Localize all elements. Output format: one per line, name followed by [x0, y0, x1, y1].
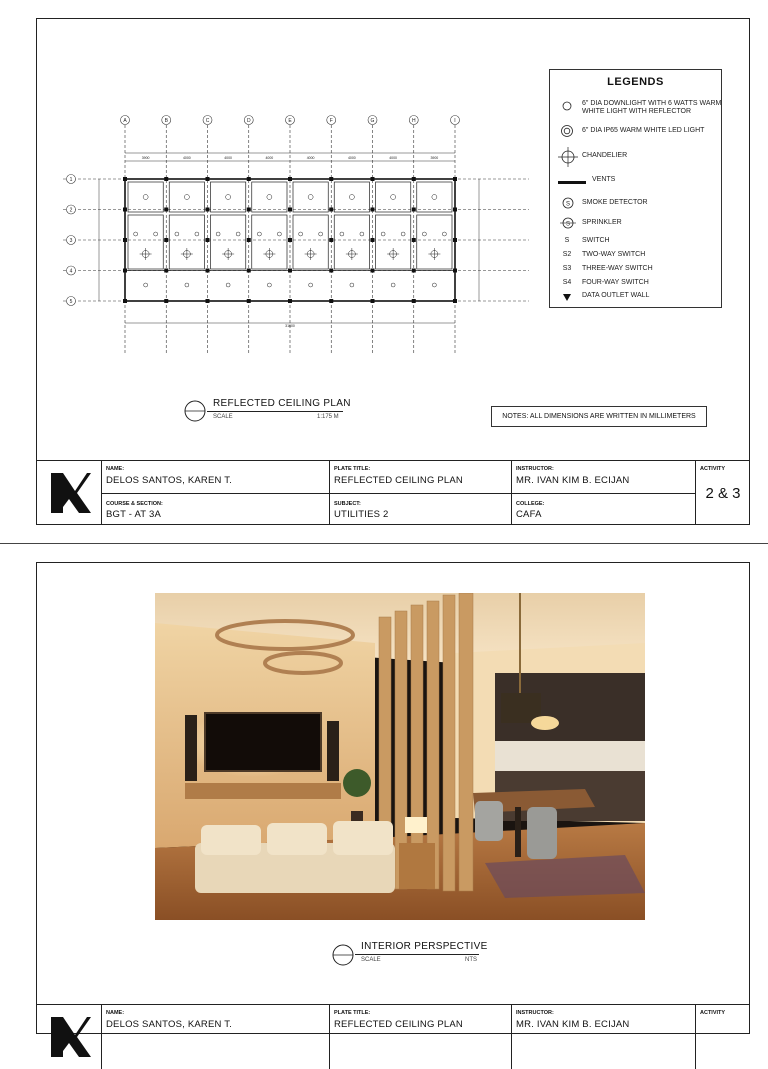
- dimension-label: 4000: [265, 156, 274, 160]
- four-way-switch-icon: S4: [562, 279, 572, 286]
- svg-text:G: G: [370, 118, 375, 124]
- dimension-label: 4000: [347, 156, 356, 160]
- grid-bubble-1: [67, 175, 76, 184]
- svg-text:D: D: [246, 118, 251, 124]
- dimension-label: 3900: [430, 156, 439, 160]
- grid-bubble-E: [286, 116, 295, 125]
- perspective-scale-value: NTS: [465, 957, 477, 963]
- activity-number: 2 & 3: [705, 485, 741, 502]
- svg-text:A: A: [123, 118, 127, 124]
- svg-text:H: H: [411, 118, 416, 124]
- student-name: DELOS SANTOS, KAREN T.: [106, 475, 233, 486]
- dimension-label: 4000: [306, 156, 315, 160]
- plan-scale-value: 1:175 M: [317, 414, 339, 420]
- title-block-page-2: NAME: DELOS SANTOS, KAREN T. PLATE TITLE: REFLECTED CEILING PLAN INSTRUCTOR: MR. IVAN KIM B. ECIJAN ACTIVITY: [37, 1004, 749, 1069]
- svg-text:B: B: [164, 118, 168, 124]
- dimension-label: 4000: [389, 156, 398, 160]
- sheet-reflected-ceiling-plan: [36, 18, 750, 525]
- data-outlet-icon: [558, 292, 576, 305]
- grid-bubble-D: [244, 116, 253, 125]
- svg-text:5: 5: [69, 299, 73, 305]
- title-block: NAME: DELOS SANTOS, KAREN T. COURSE & SECTION: BGT - AT 3A PLATE TITLE: REFLECTED CEILING PLAN SUBJECT: UTILITIES 2 INSTRUCTOR: MR. IVAN KIM B. ECIJAN COLLEGE: CAFA ACTIVITY 2 & 3: [37, 460, 749, 525]
- chandelier-icon: [558, 146, 576, 171]
- grid-bubble-4: [67, 266, 76, 275]
- svg-text:E: E: [288, 118, 292, 124]
- svg-text:3: 3: [69, 238, 73, 244]
- sprinkler-icon: [558, 215, 576, 234]
- legend-title: LEGENDS: [607, 76, 664, 88]
- legend-box: LEGENDS 6" DIA DOWNLIGHT WITH 6 WATTS WARM WHITE LIGHT WITH REFLECTOR 6" DIA IP65 WARM WHITE LED LIGHT CHANDELIER VENTS S SMOKE DETECTOR S SPRINKLER S SWITCH S2 TWO-WAY SWITCH S3 THREE-WAY SWITCH S4 FOUR-WAY SWITCH DATA OUTLET WALL: [549, 69, 722, 308]
- svg-text:1: 1: [69, 177, 73, 183]
- total-dimension: 31600: [285, 324, 295, 328]
- grid-bubble-H: [409, 116, 418, 125]
- plan-caption-title: REFLECTED CEILING PLAN: [213, 398, 351, 409]
- caption-marker-icon: [331, 943, 355, 967]
- page-separator: [0, 543, 768, 544]
- switch-icon: S: [564, 237, 570, 244]
- reflected-ceiling-plan-drawing: [59, 113, 539, 363]
- vent-icon: [558, 176, 576, 189]
- grid-bubble-A: [121, 116, 130, 125]
- plan-scale-label: SCALE: [213, 414, 233, 420]
- grid-bubble-C: [203, 116, 212, 125]
- perspective-scale-label: SCALE: [361, 957, 381, 963]
- course-section: BGT - AT 3A: [106, 509, 161, 520]
- svg-text:F: F: [329, 118, 333, 124]
- svg-text:C: C: [205, 118, 210, 124]
- plate-title: REFLECTED CEILING PLAN: [334, 475, 463, 486]
- dimension-label: 4000: [224, 156, 233, 160]
- grid-bubble-I: [451, 116, 460, 125]
- grid-bubble-F: [327, 116, 336, 125]
- svg-text:S: S: [565, 201, 571, 208]
- school-logo: [47, 469, 93, 515]
- svg-text:2: 2: [69, 207, 73, 214]
- svg-text:S: S: [565, 221, 571, 228]
- school-logo: [47, 1013, 93, 1059]
- plate-title: REFLECTED CEILING PLAN: [334, 1019, 463, 1030]
- grid-bubble-5: [67, 297, 76, 306]
- instructor: MR. IVAN KIM B. ECIJAN: [516, 1019, 630, 1030]
- dimension-label: 4000: [182, 156, 191, 160]
- grid-bubble-2: [67, 205, 76, 214]
- two-way-switch-icon: S2: [562, 251, 572, 258]
- caption-marker-icon: [183, 399, 207, 423]
- interior-perspective-render: [155, 593, 645, 920]
- sheet-interior-perspective: [36, 562, 750, 1034]
- subject: UTILITIES 2: [334, 509, 389, 520]
- three-way-switch-icon: S3: [562, 265, 572, 272]
- downlight-icon: [558, 100, 576, 115]
- perspective-caption-title: INTERIOR PERSPECTIVE: [361, 941, 488, 952]
- svg-text:I: I: [454, 118, 456, 124]
- dimension-notes: NOTES: ALL DIMENSIONS ARE WRITTEN IN MILLIMETERS: [491, 406, 707, 427]
- instructor: MR. IVAN KIM B. ECIJAN: [516, 475, 630, 486]
- grid-bubble-B: [162, 116, 171, 125]
- led-light-icon: [558, 124, 576, 141]
- student-name: DELOS SANTOS, KAREN T.: [106, 1019, 233, 1030]
- smoke-detector-icon: [558, 196, 576, 213]
- grid-bubble-3: [67, 236, 76, 245]
- grid-bubble-G: [368, 116, 377, 125]
- college: CAFA: [516, 509, 542, 520]
- svg-text:4: 4: [69, 268, 73, 275]
- dimension-label: 3900: [141, 156, 150, 160]
